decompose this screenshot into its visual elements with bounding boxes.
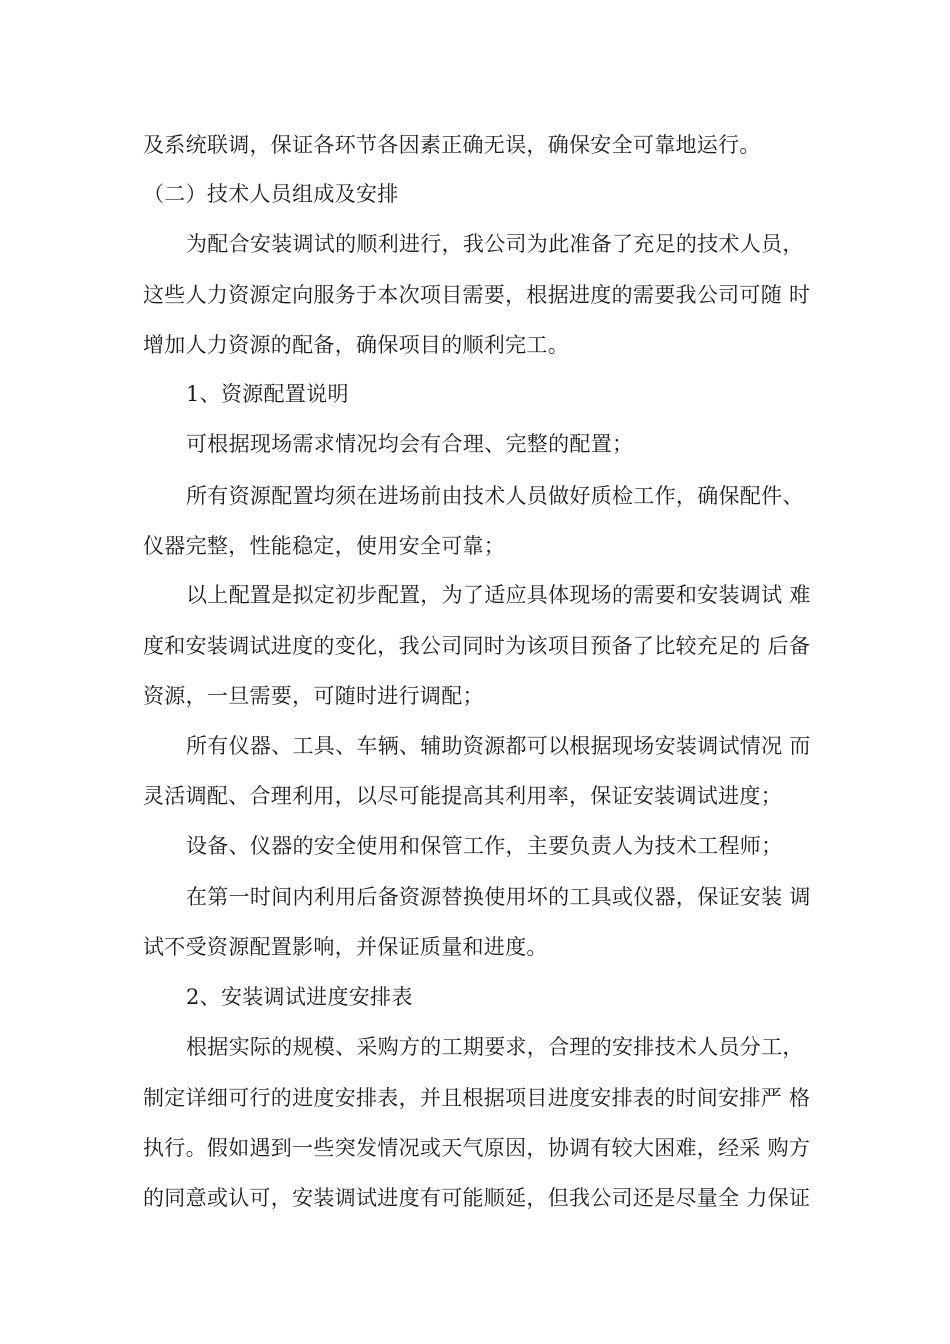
text-line: 仪器完整，性能稳定，使用安全可靠； bbox=[143, 534, 506, 558]
text-line: 试不受资源配置影响，并保证质量和进度。 bbox=[143, 935, 548, 959]
text-line: 所有资源配置均须在进场前由技术人员做好质检工作，确保配件、 bbox=[186, 484, 804, 508]
text-line: 根据实际的规模、采购方的工期要求，合理的安排技术人员分工， bbox=[186, 1035, 804, 1059]
section-heading: （二）技术人员组成及安排 bbox=[143, 182, 399, 206]
text-line: 灵活调配、合理利用，以尽可能提高其利用率，保证安装调试进度； bbox=[143, 784, 782, 808]
text-line: 以上配置是拟定初步配置，为了适应具体现场的需要和安装调试 难 bbox=[186, 583, 811, 607]
text-line: 及系统联调，保证各环节各因素正确无误，确保安全可靠地运行。 bbox=[143, 133, 761, 157]
text-line: 度和安装调试进度的变化，我公司同时为该项目预备了比较充足的 后备 bbox=[143, 634, 811, 658]
subsection-heading: 1、资源配置说明 bbox=[186, 382, 349, 406]
text-line: 为配合安装调试的顺利进行，我公司为此准备了充足的技术人员， bbox=[186, 232, 804, 256]
text-line: 这些人力资源定向服务于本次项目需要，根据进度的需要我公司可随 时 bbox=[143, 283, 811, 307]
text-line: 设备、仪器的安全使用和保管工作，主要负责人为技术工程师； bbox=[186, 834, 783, 858]
subsection-heading: 2、安装调试进度安排表 bbox=[186, 985, 413, 1009]
text-line: 执行。假如遇到一些突发情况或天气原因，协调有较大困难，经采 购方 bbox=[143, 1136, 811, 1160]
text-line: 制定详细可行的进度安排表，并且根据项目进度安排表的时间安排严 格 bbox=[143, 1086, 811, 1110]
text-line: 在第一时间内利用后备资源替换使用坏的工具或仪器，保证安装 调 bbox=[186, 885, 811, 909]
text-line: 所有仪器、工具、车辆、辅助资源都可以根据现场安装调试情况 而 bbox=[186, 734, 811, 758]
text-line: 增加人力资源的配备，确保项目的顺利完工。 bbox=[143, 333, 569, 357]
text-line: 可根据现场需求情况均会有合理、完整的配置； bbox=[186, 432, 634, 456]
text-line: 资源，一旦需要，可随时进行调配； bbox=[143, 684, 484, 708]
text-line: 的同意或认可，安装调试进度有可能顺延，但我公司还是尽量全 力保证 bbox=[143, 1186, 811, 1210]
